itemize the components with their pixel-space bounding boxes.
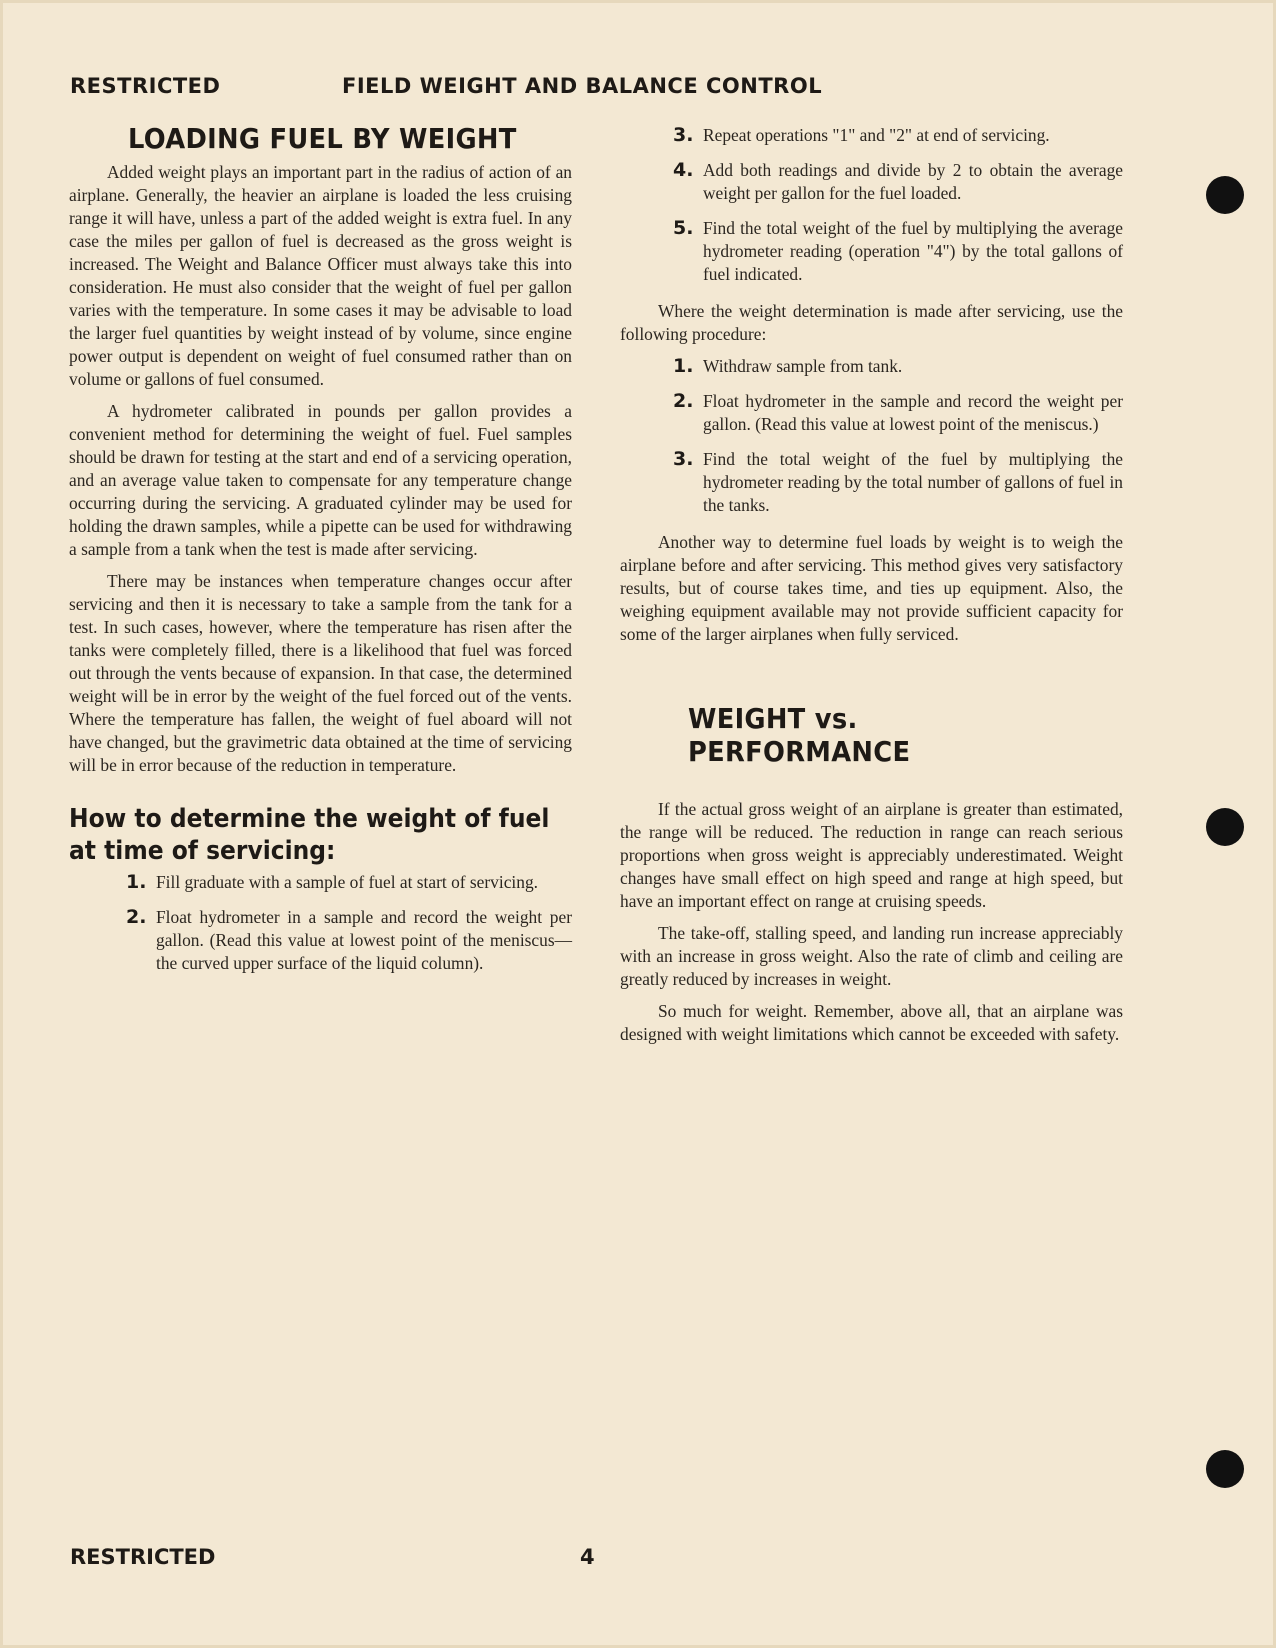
step-number: 5. — [673, 217, 694, 239]
paragraph-after-servicing-intro: Where the weight determination is made after servicing, use the following procedure: — [620, 301, 1123, 344]
step-number: 2. — [673, 390, 694, 412]
paragraph-gross-weight: If the actual gross weight of an airplane is greater than estimated, the range will be reduced. The reduction in range can reach serious proportions when gross weight is appreciably underestimated. Weight changes have small effect on high speed and range at high speed, but have an important effect on range at cruising speeds. — [620, 799, 1123, 911]
paragraph-takeoff: The take-off, stalling speed, and landing run increase appreciably with an increase in gross weight. Also the rate of climb and ceiling are greatly reduced by increases in weight. — [620, 923, 1123, 989]
step-text: Float hydrometer in a sample and record the weight per gallon. (Read this value at lowest point of the meniscus—the curved upper surface of the liquid column). — [156, 907, 572, 973]
step-number: 1. — [673, 355, 694, 377]
header-restricted: RESTRICTED — [70, 74, 221, 98]
list-item — [126, 871, 572, 894]
subheading-how-to-determine: How to determine the weight of fuel at time of servicing: — [69, 804, 550, 866]
paragraph-another-way: Another way to determine fuel loads by weight is to weigh the airplane before and after servicing. This method gives very satisfactory results, but of course takes time, and ties up equipment. Also, the weighing equipment available may not provide sufficient capacity for some of the larger airplanes when fully serviced. — [620, 532, 1123, 644]
step-number: 3. — [673, 448, 694, 470]
step-text: Repeat operations "1" and "2" at end of servicing. — [703, 125, 1050, 145]
servicing-steps-continued — [673, 124, 1123, 286]
step-number: 2. — [126, 906, 147, 928]
paragraph-added-weight: Added weight plays an important part in the radius of action of an airplane. Generally, the heavier an airplane is loaded the less cruising range it will have, unless a part of the added weight is extra fuel. In any case the miles per gallon of fuel is decreased as the gross weight is increased. The Weight and Balance Officer must always take this into consideration. He must also consider that the weight of fuel per gallon varies with the temperature. In some cases it may be advisable to load the larger fuel quantities by weight instead of by volume, since engine power output is dependent on weight of fuel consumed rather than on volume or gallons of fuel consumed. — [69, 162, 572, 389]
section-heading-loading-fuel: LOADING FUEL BY WEIGHT — [128, 122, 517, 155]
list-item — [673, 159, 1123, 205]
paragraph-temperature-changes: There may be instances when temperature changes occur after servicing and then it is necessary to take a sample from the tank for a test. In such cases, however, where the temperature has risen after the tanks were completely filled, there is a likelihood that fuel was forced out through the vents because of expansion. In that case, the determined weight will be in error by the weight of the fuel forced out of the vents. Where the temperature has fallen, the weight of fuel aboard will not have changed, but the gravimetric data obtained at the time of servicing will be in error because of the reduction in temperature. — [69, 571, 572, 775]
step-text: Find the total weight of the fuel by multiplying the average hydrometer reading (operation "4") by the total gallons of fuel indicated. — [703, 218, 1123, 284]
list-item — [673, 355, 1123, 378]
step-number: 4. — [673, 159, 694, 181]
step-number: 1. — [126, 871, 147, 893]
binder-hole-icon — [1206, 1450, 1244, 1488]
header-title: FIELD WEIGHT AND BALANCE CONTROL — [342, 74, 823, 98]
step-text: Withdraw sample from tank. — [703, 356, 903, 376]
paragraph-hydrometer: A hydrometer calibrated in pounds per gallon provides a convenient method for determining the weight of fuel. Fuel samples should be drawn for testing at the start and end of a servicing operation, and an average value taken to compensate for any temperature change occurring during the servicing. A graduated cylinder may be used for holding the drawn samples, while a pipette can be used for withdrawing a sample from a tank when the test is made after servicing. — [69, 401, 572, 559]
footer-restricted: RESTRICTED — [70, 1545, 216, 1569]
step-text: Find the total weight of the fuel by multiplying the hydrometer reading by the total number of gallons of fuel in the tanks. — [703, 449, 1123, 515]
after-servicing-steps-list — [673, 355, 1123, 517]
right-column — [620, 124, 1123, 1055]
paragraph-so-much: So much for weight. Remember, above all, that an airplane was designed with weight limitations which cannot be exceeded with safety. — [620, 1001, 1123, 1044]
page-number: 4 — [580, 1545, 595, 1569]
section-heading-weight-performance: WEIGHT vs. PERFORMANCE — [688, 702, 911, 768]
step-text: Fill graduate with a sample of fuel at start of servicing. — [156, 872, 538, 892]
binder-hole-icon — [1206, 808, 1244, 846]
list-item — [673, 448, 1123, 517]
list-item — [126, 906, 572, 975]
step-number: 3. — [673, 124, 694, 146]
binder-hole-icon — [1206, 176, 1244, 214]
step-text: Add both readings and divide by 2 to obtain the average weight per gallon for the fuel loaded. — [703, 160, 1123, 203]
left-column — [69, 122, 572, 987]
list-item — [673, 390, 1123, 436]
servicing-steps-list — [126, 871, 572, 975]
list-item — [673, 217, 1123, 286]
list-item — [673, 124, 1123, 147]
step-text: Float hydrometer in the sample and record the weight per gallon. (Read this value at lowest point of the meniscus.) — [703, 391, 1123, 434]
